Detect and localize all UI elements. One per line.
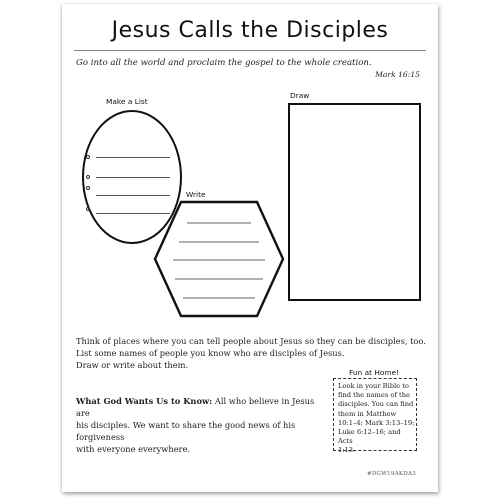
verse-reference: Mark 16:15 [375,70,420,79]
title-divider [74,50,426,51]
fun-at-home-line: 1:13. [338,446,356,455]
write-hexagon [153,200,285,318]
worksheet-page [62,4,438,492]
draw-label: Draw [290,91,310,100]
product-code: #DGW19AKDA3 [366,471,416,477]
fun-at-home-box [333,378,417,455]
instruction-line: Think of places where you can tell people about Jesus so they can be disciples, too. [76,336,426,346]
list-bullet [86,155,90,159]
instruction-line: Draw or write about them. [76,360,189,370]
make-list-label: Make a List [106,97,148,106]
draw-box [288,103,421,301]
instruction-line: List some names of people you know who are disciples of Jesus. [76,348,345,358]
what-god-wants-heading: What God Wants Us to Know: [76,396,213,406]
list-bullet [86,207,90,211]
list-line [96,157,170,158]
what-god-wants-text: his disciples. We want to share the good news of his forgiveness [76,420,296,442]
what-god-wants-text: All who believe in Jesus are [76,396,315,418]
fun-at-home-line: them in Matthew [338,409,397,418]
what-god-wants-text: with everyone everywhere. [76,444,191,454]
fun-at-home-line: 10:1–4; Mark 3:13–19; [338,418,415,427]
what-god-wants-section [76,395,321,455]
fun-at-home-label: Fun at Home! [349,368,400,377]
fun-at-home-line: Luke 6:12–16; and Acts [338,428,401,446]
fun-at-home-line: disciples. You can find [338,400,414,409]
fun-at-home-line: Look in your Bible to [338,382,409,390]
page-title: Jesus Calls the Disciples [111,18,389,43]
list-bullet [86,186,90,190]
write-label: Write [186,190,206,199]
fun-at-home-line: find the names of the [338,391,410,400]
list-line [96,177,170,178]
bible-verse: Go into all the world and proclaim the gospel to the whole creation. [76,58,372,68]
list-bullet [86,175,90,179]
list-line [96,195,170,196]
instructions [76,335,426,371]
